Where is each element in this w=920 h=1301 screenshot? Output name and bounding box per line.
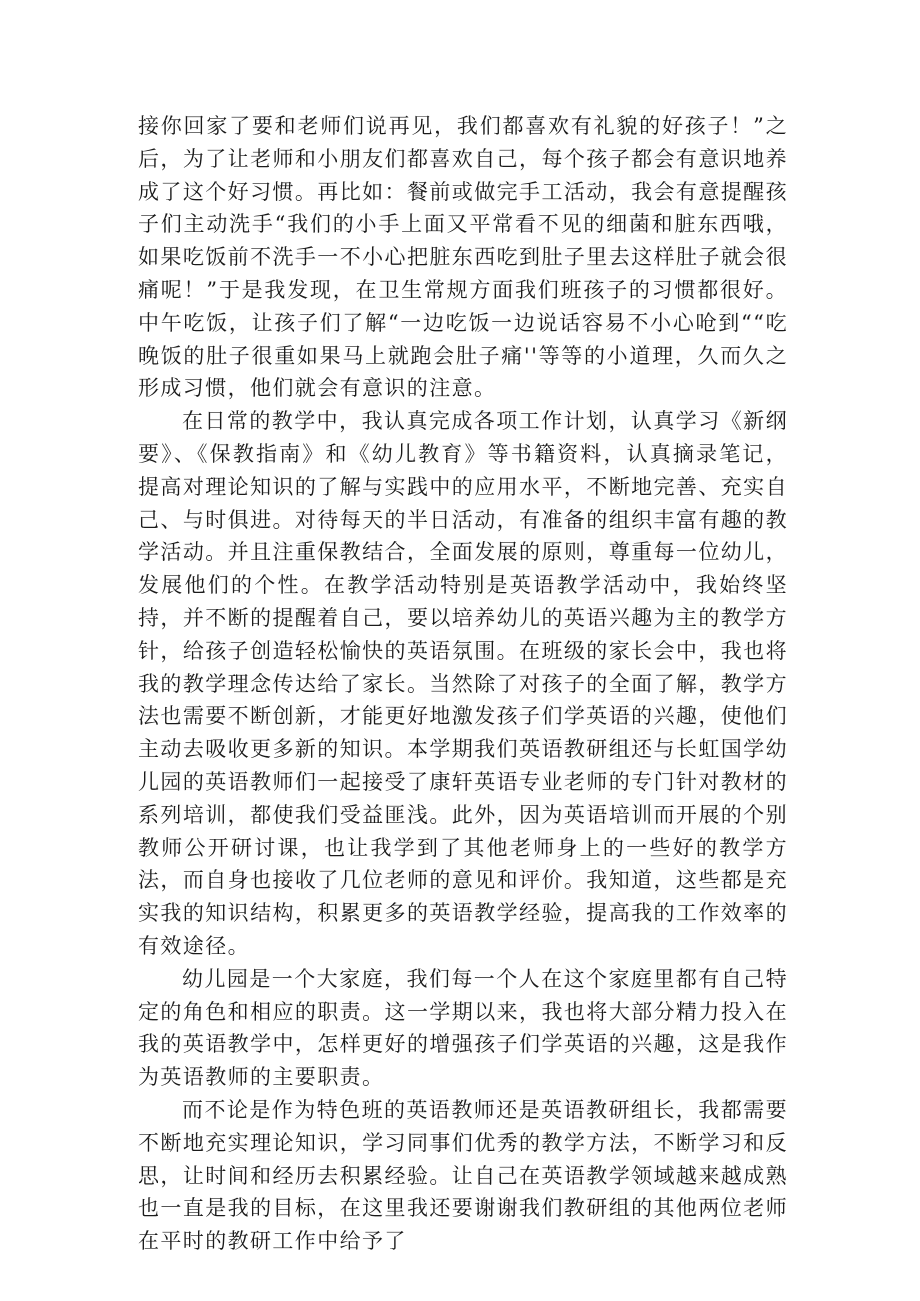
paragraph-daily-teaching: 在日常的教学中，我认真完成各项工作计划，认真学习《新纲要》、《保教指南》和《幼儿教育》等书籍资料，认真摘录笔记，提高对理论知识的了解与实践中的应用水平，不断地完善、充实自己、与时俱进。对待每天的半日活动，有准备的组织丰富有趣的教学活动。并且注重保教结合，全面发展的原则，尊重每一位幼儿，发展他们的个性。在教学活动特别是英语教学活动中，我始终坚持，并不断的提醒着自己，要以培养幼儿的英语兴趣为主的教学方针，给孩子创造轻松愉快的英语氛围。在班级的家长会中，我也将我的教学理念传达给了家长。当然除了对孩子的全面了解，教学方法也需要不断创新，才能更好地激发孩子们学英语的兴趣，使他们主动去吸收更多新的知识。本学期我们英语教研组还与长虹国学幼儿园的英语教师们一起接受了康轩英语专业老师的专门针对教材的系列培训，都使我们受益匪浅。此外，因为英语培训而开展的个别教师公开研讨课，也让我学到了其他老师身上的一些好的教学方法，而自身也接收了几位老师的意见和评价。我知道，这些都是充实我的知识结构，积累更多的英语教学经验，提高我的工作效率的有效途径。 <box>138 409 788 958</box>
paragraph-hygiene-habits: 接你回家了要和老师们说再见，我们都喜欢有礼貌的好孩子！”之后，为了让老师和小朋友们都喜欢自己，每个孩子都会有意识地养成了这个好习惯。再比如：餐前或做完手工活动，我会有意提醒孩子们主动洗手“我们的小手上面又平常看不见的细菌和脏东西哦，如果吃饭前不洗手一不小心把脏东西吃到肚子里去这样肚子就会很痛呢！”于是我发现，在卫生常规方面我们班孩子的习惯都很好。中午吃饭，让孩子们了解“一边吃饭一边说话容易不小心呛到““吃晚饭的肚子很重如果马上就跑会肚子痛''等等的小道理，久而久之形成习惯，他们就会有意识的注意。 <box>138 114 788 401</box>
paragraph-kindergarten-family: 幼儿园是一个大家庭，我们每一个人在这个家庭里都有自己特定的角色和相应的职责。这一学期以来，我也将大部分精力投入在我的英语教学中，怎样更好的增强孩子们学英语的兴趣，这是我作为英语教师的主要职责。 <box>138 966 788 1090</box>
paragraph-teacher-goals: 而不论是作为特色班的英语教师还是英语教研组长，我都需要不断地充实理论知识，学习同事们优秀的教学方法，不断学习和反思，让时间和经历去积累经验。让自己在英语教学领域越来越成熟也一直是我的目标，在这里我还要谢谢我们教研组的其他两位老师在平时的教研工作中给予了 <box>138 1097 788 1254</box>
document-body <box>138 110 788 1258</box>
